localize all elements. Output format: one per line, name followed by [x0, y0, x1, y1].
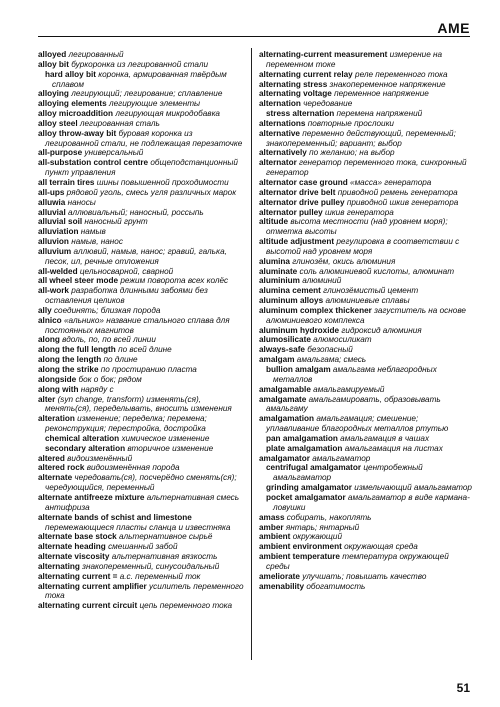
entry-headword: amass: [259, 512, 285, 522]
dictionary-entry: [38, 178, 248, 188]
entry-headword: alluviation: [38, 227, 79, 237]
entry-headword: ameliorate: [259, 571, 300, 581]
dictionary-entry: [38, 473, 248, 493]
dictionary-subentry: [259, 463, 472, 483]
dictionary-entry: [38, 109, 248, 119]
entry-headword: alloying elements: [38, 99, 107, 109]
entry-definition: усилитель переменного тока: [45, 581, 244, 601]
dictionary-entry: [259, 276, 472, 286]
entry-definition: видоизменённая порода: [86, 463, 180, 473]
entry-headword: hard alloy bit: [45, 69, 96, 79]
entry-headword: along the full length: [38, 345, 116, 355]
entry-definition: цельносварной, сварной: [79, 266, 174, 276]
dictionary-entry: [259, 454, 472, 464]
entry-definition: универсальный: [84, 148, 144, 158]
dictionary-entry: [38, 247, 248, 267]
dictionary-entry: [259, 286, 472, 296]
entry-definition: окружающий: [292, 532, 342, 542]
dictionary-entry: [38, 355, 248, 365]
entry-definition: приводной шкив генератора: [346, 197, 459, 207]
entry-headword: amalgamation: [259, 414, 315, 424]
dictionary-entry: [38, 217, 248, 227]
entry-headword: alternate: [38, 473, 73, 483]
entry-headword: alternate antifreeze mixture: [38, 492, 145, 502]
entry-headword: alluvial: [38, 207, 66, 217]
dictionary-entry: [38, 385, 248, 395]
entry-headword: alternator: [259, 158, 297, 168]
entry-definition: по простиранию пласта: [100, 365, 197, 374]
entry-definition: вторичное изменение: [127, 443, 214, 453]
entry-headword: alloy throw-away bit: [38, 128, 117, 138]
entry-headword: grinding amalgamator: [266, 483, 352, 493]
entry-headword: all-substation control centre: [38, 158, 149, 168]
dictionary-subentry: [259, 109, 472, 119]
dictionary-entry: [259, 50, 472, 70]
dictionary-subentry: [38, 434, 248, 444]
entry-definition: амальгамация; смешение; уплавливание благородных металлов ртутью: [266, 414, 449, 434]
entry-definition: амальгаматор в виде кармана-ловушки: [273, 492, 470, 512]
dictionary-entry: [38, 601, 248, 611]
entry-headword: alternate bands of schist and limestone: [38, 512, 192, 522]
entry-definition: легирующие элементы: [109, 99, 201, 109]
entry-definition: чередование: [303, 99, 353, 109]
entry-definition: легирующий; легирование; сплавление: [71, 89, 223, 99]
dictionary-entry: [259, 158, 472, 178]
entry-headword: along with: [38, 384, 79, 394]
entry-headword: always-safe: [259, 345, 305, 355]
entry-definition: смешанный забой: [108, 542, 178, 552]
dictionary-entry: [38, 50, 248, 60]
entry-headword: all-work: [38, 286, 69, 296]
entry-headword: amalgam: [259, 355, 295, 365]
entry-definition: переменно действующий, переменный; знакопеременный; вариант; выбор: [266, 128, 456, 148]
dictionary-entry: [259, 237, 472, 257]
dictionary-subentry: [259, 493, 472, 513]
dictionary-entry: [259, 80, 472, 90]
entry-definition: улучшать; повышать качество: [302, 571, 427, 581]
dictionary-subentry: [38, 70, 248, 90]
dictionary-entry: [38, 582, 248, 602]
entry-headword: aluminium: [259, 276, 300, 286]
entry-definition: переменное напряжение: [334, 89, 429, 99]
entry-headword: alternator pulley: [259, 207, 323, 217]
dictionary-entry: [38, 375, 248, 385]
entry-headword: alongside: [38, 374, 77, 384]
entry-headword: alumosilicate: [259, 335, 311, 345]
dictionary-entry: [259, 188, 472, 198]
dictionary-entry: [38, 493, 248, 513]
entry-definition: легирующая микродобавка: [115, 109, 220, 119]
entry-definition: амальгама неблагородных металлов: [273, 365, 437, 384]
dictionary-entry: [38, 237, 248, 247]
entry-definition: амальгамируемый: [313, 384, 385, 394]
dictionary-entry: [259, 542, 472, 552]
entry-definition: по желанию; на выбор: [309, 148, 395, 158]
entry-definition: намыв: [80, 227, 106, 237]
entry-definition: амальгаматор: [312, 453, 371, 463]
entry-definition: наносный грунт: [84, 217, 148, 227]
entry-headword: aluminum hydroxide: [259, 325, 340, 335]
entry-definition: температура окружающей среды: [266, 552, 449, 571]
dictionary-subentry: [259, 483, 472, 493]
dictionary-entry: [259, 267, 472, 277]
entry-headword: alternate heading: [38, 542, 106, 552]
entry-definition: амальгама; смесь: [296, 355, 367, 365]
entry-definition: амальгамация в чашах: [340, 433, 430, 443]
dictionary-entry: [259, 198, 472, 208]
column-divider: [251, 48, 252, 660]
dictionary-entry: [38, 335, 248, 345]
entry-definition: янтарь; янтарный: [285, 522, 360, 532]
entry-headword: alternating current circuit: [38, 601, 138, 611]
entry-headword: bullion amalgam: [266, 365, 331, 374]
entry-headword: secondary alteration: [45, 443, 126, 453]
entry-headword: pan amalgamation: [266, 433, 338, 443]
entry-headword: alter: [38, 394, 56, 404]
entry-headword: alluwia: [38, 197, 66, 207]
entry-headword: alloying: [38, 89, 69, 99]
dictionary-entry: [38, 395, 248, 415]
entry-definition: алюминий: [302, 276, 342, 286]
entry-definition: химическое изменение: [121, 433, 210, 443]
entry-definition: «альнико» название стального сплава для постоянных магнитов: [45, 315, 230, 335]
entry-headword: all-purpose: [38, 148, 83, 158]
dictionary-subentry: [38, 444, 248, 454]
entry-definition: шины повышенной проходимости: [96, 177, 229, 187]
entry-headword: stress alternation: [266, 109, 335, 119]
dictionary-entry: [259, 414, 472, 434]
entry-definition: измельчающий амальгаматор: [354, 483, 472, 493]
dictionary-entry: [38, 572, 248, 582]
entry-definition: альтернативная вязкость: [111, 552, 218, 562]
entry-headword: plate amalgamation: [266, 443, 343, 453]
entry-definition: перемена напряжений: [336, 109, 423, 119]
entry-definition: измерение на переменном токе: [266, 50, 443, 69]
dictionary-entry: [38, 542, 248, 552]
entry-headword: amalgamate: [259, 394, 307, 404]
entry-definition: алюминиевые сплавы: [325, 296, 410, 306]
dictionary-entry: [38, 267, 248, 277]
entry-definition: a.c. переменный ток: [119, 571, 201, 581]
dictionary-entry: [259, 385, 472, 395]
dictionary-entry: [38, 89, 248, 99]
entry-headword: altered: [38, 453, 65, 463]
entry-headword: pocket amalgamator: [266, 492, 346, 502]
right-column: [259, 50, 472, 591]
entry-definition: амальгамация на листах: [344, 443, 443, 453]
entry-definition: по всей длине: [118, 345, 172, 355]
entry-headword: alluvium: [38, 246, 72, 256]
entry-headword: aluminate: [259, 266, 298, 276]
entry-headword: alternating current amplifier: [38, 581, 147, 591]
entry-headword: altitude adjustment: [259, 237, 335, 247]
entry-headword: along the length: [38, 355, 102, 365]
entry-headword: alternator case ground: [259, 177, 348, 187]
dictionary-entry: [38, 532, 248, 542]
entry-headword: alternating current =: [38, 571, 118, 581]
entry-headword: altitude: [259, 217, 289, 227]
dictionary-entry: [38, 316, 248, 336]
dictionary-entry: [259, 326, 472, 336]
entry-headword: ambient environment: [259, 542, 342, 552]
entry-definition: аллювиальный; наносный, россыпь: [68, 207, 204, 217]
entry-headword: all wheel steer mode: [38, 276, 119, 286]
entry-headword: alloyed: [38, 50, 67, 59]
entry-headword: alternator drive belt: [259, 187, 336, 197]
dictionary-entry: [38, 99, 248, 109]
entry-definition: коронка, армированная твёрдым сплавом: [52, 69, 227, 89]
header-rule: [38, 36, 470, 37]
entry-definition: легированный: [68, 50, 124, 59]
dictionary-entry: [38, 286, 248, 306]
dictionary-entry: [38, 513, 248, 533]
dictionary-entry: [38, 188, 248, 198]
dictionary-entry: [259, 335, 472, 345]
dictionary-entry: [259, 523, 472, 533]
dictionary-entry: [259, 70, 472, 80]
entry-definition: перемежающиеся пласты сланца и известняка: [45, 522, 231, 532]
entry-headword: along the strike: [38, 365, 99, 374]
dictionary-entry: [259, 178, 472, 188]
dictionary-entry: [259, 345, 472, 355]
page-header: [38, 16, 470, 38]
entry-headword: alternate viscosity: [38, 552, 110, 562]
entry-headword: all terrain tires: [38, 177, 95, 187]
entry-headword: alternating voltage: [259, 89, 332, 99]
dictionary-entry: [259, 99, 472, 109]
entry-definition: легированная сталь: [79, 118, 160, 128]
dictionary-entry: [259, 208, 472, 218]
dictionary-entry: [259, 119, 472, 129]
entry-headword: alternating current relay: [259, 69, 353, 79]
dictionary-entry: [259, 513, 472, 523]
dictionary-entry: [259, 572, 472, 582]
dictionary-subentry: [259, 365, 472, 385]
entry-headword: alloy microaddition: [38, 109, 114, 119]
entry-definition: общеподстанционный пункт управления: [45, 158, 238, 178]
entry-headword: aluminum alloys: [259, 296, 324, 306]
entry-definition: вдоль, по, по всей линии: [62, 335, 156, 345]
entry-definition: окружающая среда: [344, 542, 418, 552]
dictionary-entry: [38, 562, 248, 572]
entry-definition: повторные прослоики: [307, 118, 394, 128]
dictionary-entry: [38, 463, 248, 473]
entry-definition: знакопеременное напряжение: [329, 79, 446, 89]
dictionary-entry: [259, 582, 472, 592]
entry-definition: изменение; переделка; перемена; реконструкция; перестройка, достройка: [45, 414, 207, 434]
entry-definition: бок о бок; рядом: [78, 374, 142, 384]
dictionary-entry: [38, 148, 248, 158]
entry-headword: along: [38, 335, 60, 345]
entry-definition: альтернативное сырьё: [119, 532, 213, 542]
entry-headword: alternating-current measurement: [259, 50, 388, 59]
left-column: [38, 50, 248, 611]
entry-definition: цепь переменного тока: [139, 601, 233, 611]
dictionary-entry: [38, 552, 248, 562]
dictionary-entry: [38, 198, 248, 208]
entry-headword: alteration: [38, 414, 75, 424]
entry-definition: регулировка в соответствии с высотой над уровнем моря: [266, 237, 460, 256]
entry-definition: видоизменённый: [67, 453, 133, 463]
entry-definition: глинозём, окись алюминия: [292, 256, 396, 266]
dictionary-entry: [259, 89, 472, 99]
dictionary-entry: [259, 296, 472, 306]
entry-definition: буркоронка из легированной стали: [71, 59, 209, 69]
entry-definition: собирать, накоплять: [286, 512, 372, 522]
entry-definition: безопасный: [307, 345, 353, 355]
entry-headword: all-ups: [38, 187, 65, 197]
entry-headword: altered rock: [38, 463, 85, 473]
entry-headword: amber: [259, 522, 284, 532]
entry-headword: ambient: [259, 532, 291, 542]
entry-headword: alluvial soil: [38, 217, 83, 227]
entry-definition: шкив генератора: [324, 207, 394, 217]
entry-headword: aluminum complex thickener: [259, 305, 372, 315]
entry-headword: alternation: [259, 99, 301, 109]
dictionary-entry: [38, 208, 248, 218]
entry-definition: «масса» генератора: [350, 177, 432, 187]
entry-definition: наносы: [67, 197, 96, 207]
entry-definition: гидроксид алюминия: [341, 325, 422, 335]
entry-headword: alnico: [38, 315, 62, 325]
dictionary-entry: [38, 276, 248, 286]
dictionary-entry: [259, 552, 472, 572]
dictionary-entry: [38, 414, 248, 434]
dictionary-entry: [38, 365, 248, 375]
dictionary-entry: [38, 119, 248, 129]
entry-definition: буровая коронка из легированной стали, не подлежащая перезаточке: [45, 128, 243, 148]
entry-headword: alternatively: [259, 148, 307, 158]
dictionary-subentry: [259, 434, 472, 444]
entry-headword: amalgamable: [259, 384, 311, 394]
entry-headword: ally: [38, 305, 52, 315]
entry-definition: рядовой уголь, смесь угля различных марок: [66, 187, 237, 197]
running-head: AME: [437, 20, 470, 36]
entry-headword: all-welded: [38, 266, 78, 276]
dictionary-entry: [38, 306, 248, 316]
entry-definition: наряду с: [80, 384, 114, 394]
entry-headword: alternate base stock: [38, 532, 117, 542]
entry-definition: высота местности (над уровнем моря); отметка высоты: [266, 217, 448, 237]
entry-definition: по длине: [103, 355, 138, 365]
entry-definition: соединять; близкая порода: [53, 305, 161, 315]
entry-headword: alternations: [259, 118, 306, 128]
entry-definition: чередовать(ся), посчерёдно сменять(ся); чередующийся, переменный: [45, 473, 237, 493]
entry-headword: amenability: [259, 581, 305, 591]
entry-definition: алюмосиликат: [313, 335, 372, 345]
entry-headword: alternating stress: [259, 79, 328, 89]
entry-headword: alternative: [259, 128, 300, 138]
dictionary-subentry: [259, 444, 472, 454]
entry-definition: аллювий, намыв, нанос; гравий, гальκа, песок, ил, речные отложения: [45, 246, 227, 266]
dictionary-entry: [259, 532, 472, 542]
entry-definition: центробежный амальгаматор: [273, 463, 423, 483]
entry-definition: знакопеременный, синусоидальный: [82, 561, 220, 571]
entry-definition: амальгамировать, образовывать амальгаму: [266, 394, 441, 414]
entry-headword: amalgamator: [259, 453, 310, 463]
entry-headword: alloy bit: [38, 59, 69, 69]
entry-headword: alternating: [38, 561, 80, 571]
entry-headword: alluvion: [38, 237, 69, 247]
entry-definition: загуститель на основе алюминиевого комплекса: [266, 305, 466, 325]
dictionary-entry: [38, 345, 248, 355]
dictionary-entry: [38, 454, 248, 464]
entry-headword: alternator drive pulley: [259, 197, 345, 207]
entry-definition: обогатимость: [306, 581, 366, 591]
dictionary-entry: [259, 355, 472, 365]
dictionary-entry: [259, 306, 472, 326]
entry-definition: альтернативная смесь антифриза: [45, 492, 240, 512]
dictionary-entry: [38, 227, 248, 237]
dictionary-entry: [259, 148, 472, 158]
entry-definition: приводной ремень генератора: [337, 187, 458, 197]
entry-headword: centrifugal amalgamator: [266, 463, 362, 473]
entry-definition: режим поворота всех колёс: [120, 276, 229, 286]
entry-headword: alloy steel: [38, 118, 78, 128]
entry-definition: намыв, нанос: [71, 237, 123, 247]
dictionary-entry: [38, 60, 248, 70]
dictionary-entry: [259, 217, 472, 237]
dictionary-entry: [38, 129, 248, 149]
entry-definition: (syn change, transform) изменять(ся), менять(ся), переделывать, вносить изменения: [45, 394, 232, 414]
entry-definition: соль алюминиевой кислоты, алюминат: [299, 266, 455, 276]
entry-headword: alumina cement: [259, 286, 321, 296]
entry-headword: chemical alteration: [45, 433, 120, 443]
page-number: 51: [456, 681, 470, 695]
dictionary-entry: [38, 158, 248, 178]
entry-definition: реле переменного тока: [355, 69, 448, 79]
entry-definition: глинозёмистый цемент: [323, 286, 419, 296]
entry-definition: разработка длинными забоями без оставления целиков: [45, 286, 208, 306]
entry-headword: alumina: [259, 256, 290, 266]
entry-headword: ambient temperature: [259, 552, 340, 562]
entry-definition: генератор переменного тока, синхронный генератор: [266, 158, 467, 178]
dictionary-entry: [259, 395, 472, 415]
dictionary-entry: [259, 257, 472, 267]
dictionary-entry: [259, 129, 472, 149]
